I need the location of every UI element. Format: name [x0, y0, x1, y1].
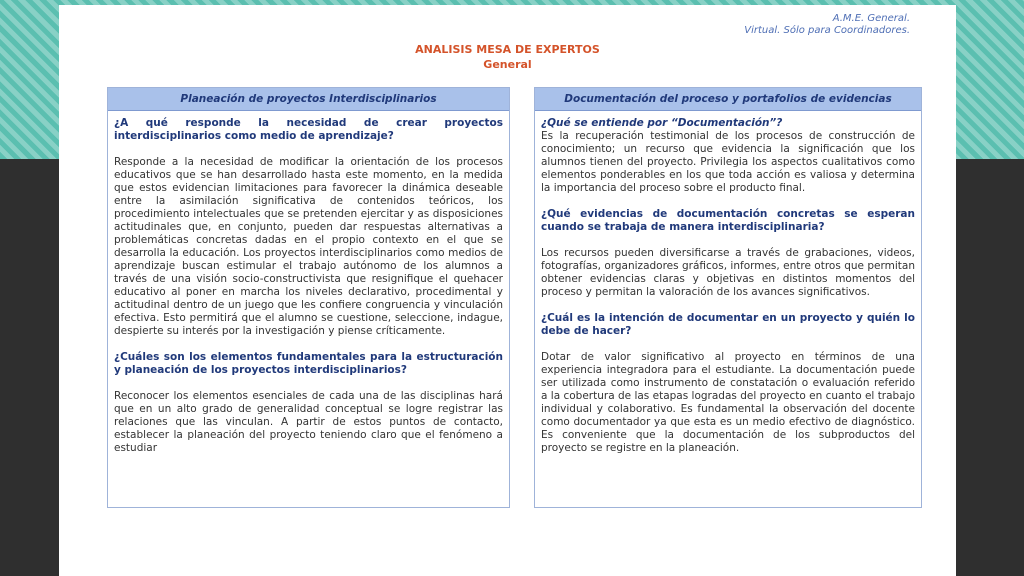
document-title [59, 42, 956, 72]
right-answer-1: Es la recuperación testimonial de los procesos de construcción de conocimiento; un recurso que evidencia la significación que los alumnos tienen del proyecto. Privilegia los aspectos cualitativos como elementos ponderables en los que toda acción es valiosa y determina la importancia del proceso sobre el producto final. [541, 130, 915, 194]
title-line-2: General [483, 58, 532, 71]
title-line-1: ANALISIS MESA DE EXPERTOS [415, 43, 600, 56]
right-answer-2: Los recursos pueden diversificarse a través de grabaciones, videos, fotografías, organizadores gráficos, informes, entre otros que permitan obtener evidencias claras y objetivas en distintos momentos del proceso y permitan la valoración de los avances significativos. [541, 247, 915, 298]
document-header [744, 13, 910, 37]
header-note: Virtual. Sólo para Coordinadores. [744, 25, 910, 36]
left-question-2: ¿Cuáles son los elementos fundamentales para la estructuración y planeación de los proyectos interdisciplinarios? [114, 351, 503, 376]
right-column [534, 87, 922, 508]
left-question-1: ¿A qué responde la necesidad de crear proyectos interdisciplinarios como medio de aprendizaje? [114, 117, 503, 142]
right-question-2: ¿Qué evidencias de documentación concretas se esperan cuando se trabaja de manera interdisciplinaria? [541, 208, 915, 233]
right-question-1: ¿Qué se entiende por “Documentación”? [541, 117, 783, 129]
right-column-body [535, 111, 921, 455]
document-page [59, 5, 956, 576]
right-answer-3: Dotar de valor significativo al proyecto en términos de una experiencia integradora para el estudiante. La documentación puede ser utilizada como instrumento de constatación o evaluación referido a la cobertura de las etapas logradas del proyecto en cuanto el trabajo individual y colaborativo. Es fundamental la observación del docente como documentador ya que esta es un medio efectivo de diagnóstico. Es conveniente que la documentación de los subproductos del proyecto se registre en la planeación. [541, 351, 915, 454]
left-column-heading: Planeación de proyectos Interdisciplinarios [108, 88, 509, 111]
left-column-body [108, 111, 509, 455]
header-org: A.M.E. General. [832, 13, 910, 24]
left-answer-2: Reconocer los elementos esenciales de cada una de las disciplinas hará que en un alto grado de generalidad conceptual se logre registrar las relaciones que las vinculan. A partir de estos puntos de contacto, establecer la planeación del proyecto teniendo claro que el fenómeno a estudiar [114, 390, 503, 454]
right-question-3: ¿Cuál es la intención de documentar en un proyecto y quién lo debe de hacer? [541, 312, 915, 337]
left-column [107, 87, 510, 508]
right-column-heading: Documentación del proceso y portafolios de evidencias [535, 88, 921, 111]
left-answer-1: Responde a la necesidad de modificar la orientación de los procesos educativos que se han desarrollado hasta este momento, en la medida que estos evidencian limitaciones para favorecer la dinámica deseable entre la asimilación significativa de contenidos teóricos, los procedimiento intelectuales que se pretenden ejercitar y as disposiciones actitudinales que, en conjunto, pueden dar respuestas alternativas a problemáticas concretas dadas en el propio contexto en el que se desarrolla la educación. Los proyectos interdisciplinarios como medios de aprendizaje buscan estimular el trabajo autónomo de los alumnos a través de una visión socio-constructivista que resignifique el quehacer educativo al poner en marcha los niveles declarativo, procedimental y actitudinal dentro de un juego que les confiere congruencia y vinculación efectiva. Esto permitirá que el alumno se cuestione, seleccione, indague, despierte su interés por la investigación y piense críticamente. [114, 156, 503, 337]
